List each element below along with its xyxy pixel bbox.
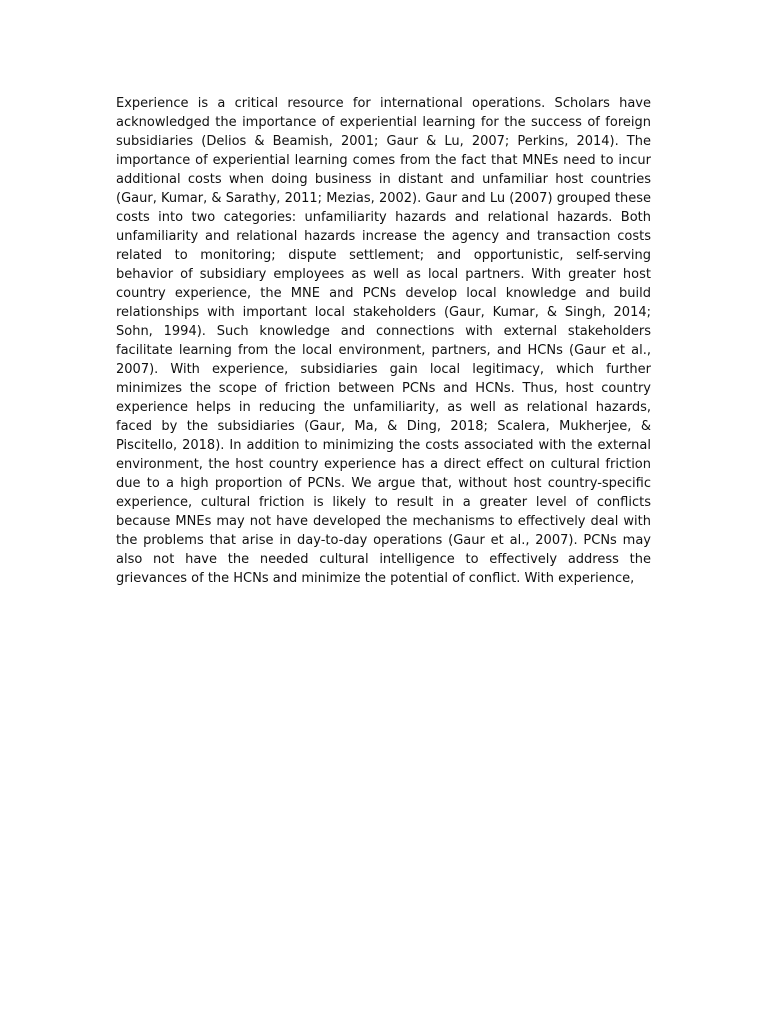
body-paragraph: Experience is a critical resource for international operations. Scholars have acknowledged the importance of experiential learning for the success of foreign subsidiaries (Delios & Beamish, 2001; Gaur & Lu, 2007; Perkins, 2014). The importance of experiential learning comes from the fact that MNEs need to incur additional costs when doing business in distant and unfamiliar host countries (Gaur, Kumar, & Sarathy, 2011; Mezias, 2002). Gaur and Lu (2007) grouped these costs into two categories: unfamiliarity hazards and relational hazards. Both unfamiliarity and relational hazards increase the agency and transaction costs related to monitoring; dispute settlement; and opportunistic, self-serving behavior of subsidiary employees as well as local partners. With greater host country experience, the MNE and PCNs develop local knowledge and build relationships with important local stakeholders (Gaur, Kumar, & Singh, 2014; Sohn, 1994). Such knowledge and connections with external stakeholders facilitate learning from the local environment, partners, and HCNs (Gaur et al., 2007). With experience, subsidiaries gain local legitimacy, which further minimizes the scope of friction between PCNs and HCNs. Thus, host country experience helps in reducing the unfamiliarity, as well as relational hazards, faced by the subsidiaries (Gaur, Ma, & Ding, 2018; Scalera, Mukherjee, & Piscitello, 2018). In addition to minimizing the costs associated with the external environment, the host country experience has a direct effect on cultural friction due to a high proportion of PCNs. We argue that, without host country-specific experience, cultural friction is likely to result in a greater level of conflicts because MNEs may not have developed the mechanisms to effectively deal with the problems that arise in day-to-day operations (Gaur et al., 2007). PCNs may also not have the needed cultural intelligence to effectively address the grievances of the HCNs and minimize the potential of conflict. With experience, <box>116 96 651 586</box>
